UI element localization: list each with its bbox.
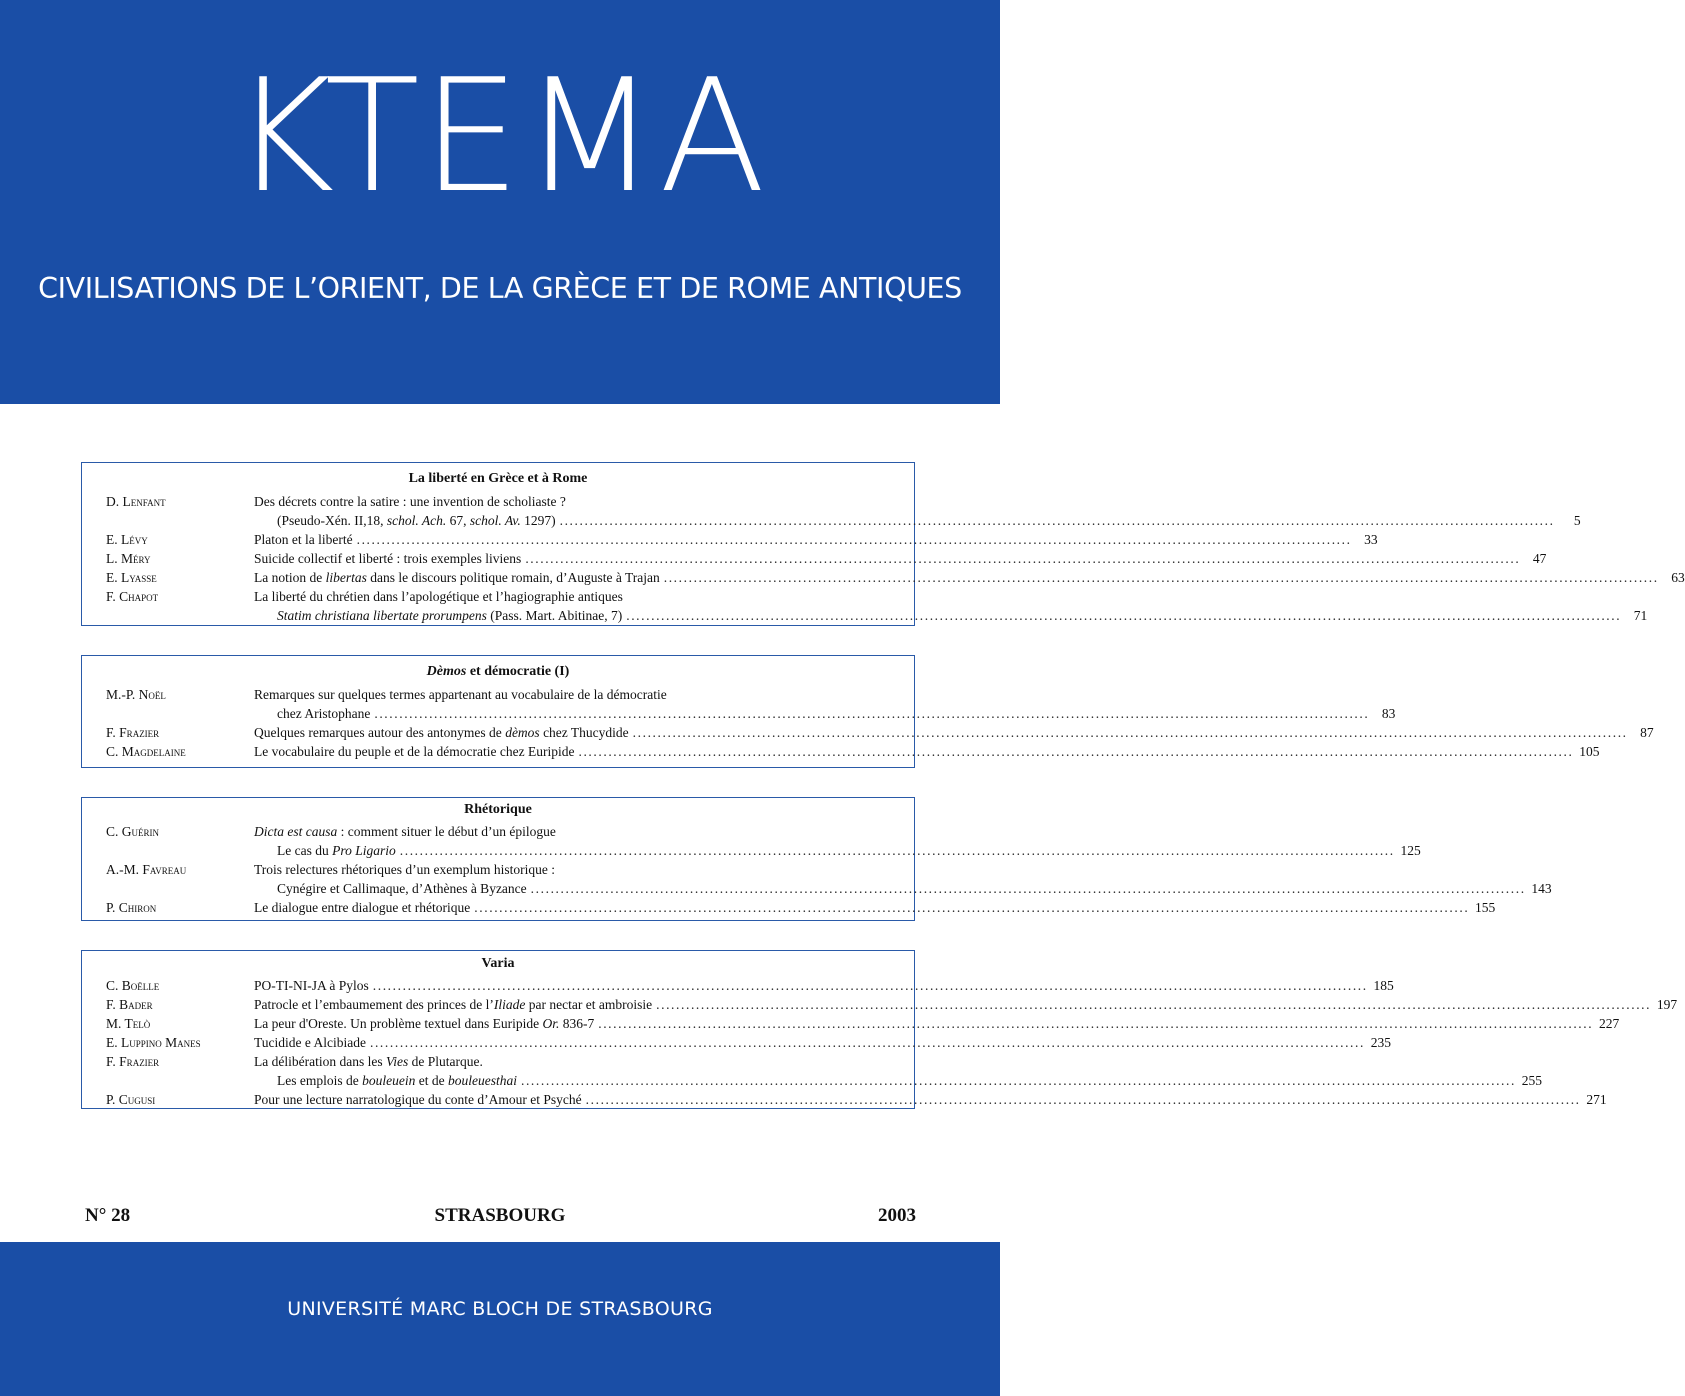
italic-text: dèmos (505, 725, 540, 740)
entry-title-line (254, 569, 1685, 587)
text-run: 1297) (520, 513, 556, 528)
entry-title-line (254, 531, 1378, 549)
italic-text: Dicta est causa (254, 824, 338, 839)
entry-title (254, 686, 667, 704)
italic-text: Statim christiana libertate prorumpens (277, 608, 487, 623)
entry-title-line (254, 823, 892, 841)
text-run: La liberté du chrétien dans l’apologétique et l’hagiographie antiques (254, 589, 623, 604)
entry-title (254, 550, 521, 568)
text-run: Des décrets contre la satire : une invention de scholiaste ? (254, 494, 566, 509)
text-run: Suicide collectif et liberté : trois exemples liviens (254, 551, 522, 566)
toc-entry (82, 550, 1547, 568)
entry-author: D. Lenfant (106, 494, 166, 509)
entry-title (254, 861, 555, 879)
text-run: Le vocabulaire du peuple et de la démocratie chez Euripide (254, 744, 575, 759)
entry-author: M.-P. Noël (106, 687, 166, 702)
entry-title (277, 512, 556, 530)
toc-entry (82, 1072, 1542, 1090)
publication-city: STRASBOURG (434, 1205, 566, 1226)
page-number: 33 (1364, 532, 1378, 547)
text-run: Rhétorique (464, 802, 532, 817)
italic-text: bouleuein (362, 1073, 416, 1088)
page-number: 125 (1400, 843, 1421, 858)
toc-entry (82, 899, 1496, 917)
entry-title (254, 1015, 594, 1033)
entry-title (254, 823, 556, 841)
entry-title (254, 531, 353, 549)
toc-entry (82, 493, 914, 511)
page-number: 143 (1531, 881, 1552, 896)
dot-leader: ........................................................................................................................................................................................................ (530, 881, 1526, 896)
entry-title (254, 996, 652, 1014)
page-number: 71 (1633, 608, 1648, 623)
text-run: Pour une lecture narratologique du conte d’Amour et Psyché (254, 1092, 582, 1107)
toc-entry (82, 607, 1648, 625)
entry-author: M. Telò (106, 1016, 151, 1031)
toc-entry (82, 880, 1552, 898)
entry-title (254, 743, 574, 761)
entry-title-line (254, 724, 1654, 742)
entry-author: E. Lyasse (106, 570, 157, 585)
italic-text: Vies (385, 1054, 409, 1069)
dot-leader: ........................................................................................................................................................................................................ (626, 608, 1622, 623)
text-run: La délibération dans les (254, 1054, 386, 1069)
text-run: 836-7 (559, 1016, 595, 1031)
text-run: Cynégire et Callimaque, d’Athènes à Byzance (277, 881, 527, 896)
dot-leader: ........................................................................................................................................................................................................ (632, 725, 1628, 740)
text-run: Remarques sur quelques termes appartenant au vocabulaire de la démocratie (254, 687, 667, 702)
entry-title (277, 842, 396, 860)
page-number: 235 (1370, 1035, 1391, 1050)
text-run: Varia (481, 956, 515, 971)
entry-title (254, 1034, 366, 1052)
section-title (82, 802, 914, 818)
italic-text: bouleuesthai (447, 1073, 517, 1088)
text-run: La notion de (254, 570, 326, 585)
entry-title (254, 1091, 582, 1109)
entry-author: C. Magdelaine (106, 744, 186, 759)
dot-leader: ........................................................................................................................................................................................................ (372, 978, 1368, 993)
text-run: dans le discours politique romain, d’Auguste à Trajan (366, 570, 660, 585)
section-title (82, 956, 914, 972)
text-run: chez Aristophane (277, 706, 371, 721)
publisher-name: UNIVERSITÉ MARC BLOCH DE STRASBOURG (287, 1298, 713, 1320)
entry-author: C. Boëlle (106, 978, 160, 993)
page-number: 255 (1521, 1073, 1542, 1088)
dot-leader: ........................................................................................................................................................................................................ (585, 1092, 1581, 1107)
entry-author: L. Méry (106, 551, 151, 566)
toc-section (81, 797, 1552, 921)
text-run: La liberté en Grèce et à Rome (408, 471, 588, 486)
toc-entry (82, 1034, 1391, 1052)
entry-title-line (277, 842, 1421, 860)
entry-title (277, 880, 527, 898)
entry-title-line (254, 743, 1600, 761)
text-run: Quelques remarques autour des antonymes de (254, 725, 506, 740)
entry-title (254, 588, 623, 606)
toc-entry (82, 1015, 1620, 1033)
page-number: 5 (1573, 513, 1581, 528)
toc-section (81, 655, 1654, 768)
entry-author: F. Frazier (106, 725, 160, 740)
entry-title (254, 724, 629, 742)
text-run: Trois relectures rhétoriques d’un exemplum historique : (254, 862, 555, 877)
entry-author: P. Cugusi (106, 1092, 156, 1107)
dot-leader: ........................................................................................................................................................................................................ (356, 532, 1352, 547)
dot-leader: ........................................................................................................................................................................................................ (598, 1016, 1594, 1031)
toc-entry (82, 861, 914, 879)
text-run: Tucidide e Alcibiade (254, 1035, 366, 1050)
entry-title (254, 1053, 483, 1071)
toc-entry (82, 977, 1394, 995)
toc-entry (82, 512, 1581, 530)
italic-text: Pro Ligario (332, 843, 396, 858)
entry-author: F. Chapot (106, 589, 159, 604)
entry-title (277, 1072, 517, 1090)
toc-entry (82, 823, 914, 841)
text-run: (Pseudo-Xén. II,18, (277, 513, 387, 528)
page-number: 87 (1640, 725, 1654, 740)
toc-entry (82, 705, 1396, 723)
page-number: 83 (1381, 706, 1396, 721)
toc-entry (82, 531, 1378, 549)
text-run: : comment situer le début d’un épilogue (337, 824, 556, 839)
page-number: 63 (1671, 570, 1685, 585)
toc-entry (82, 1091, 1607, 1109)
entry-title-line (254, 550, 1547, 568)
dot-leader: ........................................................................................................................................................................................................ (369, 1035, 1365, 1050)
entry-title-line (254, 1053, 892, 1071)
entry-title-line (254, 996, 1678, 1014)
text-run: de Plutarque. (408, 1054, 483, 1069)
entry-title-line (277, 880, 1552, 898)
entry-title (254, 569, 660, 587)
text-run: et démocratie (I) (466, 664, 570, 679)
page-number: 185 (1373, 978, 1394, 993)
entry-author: E. Luppino Manes (106, 1035, 201, 1050)
text-run: (Pass. Mart. Abitinae, 7) (486, 608, 623, 623)
entry-title (277, 705, 370, 723)
toc-entry (82, 842, 1421, 860)
entry-title (254, 493, 566, 511)
journal-subtitle: CIVILISATIONS DE L’ORIENT, DE LA GRÈCE ET DE ROME ANTIQUES (38, 272, 962, 305)
journal-title: KTEMA (232, 45, 768, 227)
entry-title (254, 899, 470, 917)
toc-section (81, 462, 1685, 626)
page-number: 227 (1598, 1016, 1620, 1031)
toc-entry (82, 724, 1654, 742)
toc-entry (82, 588, 914, 606)
dot-leader: ........................................................................................................................................................................................................ (474, 900, 1470, 915)
page-number: 155 (1475, 900, 1496, 915)
entry-title-line (254, 977, 1394, 995)
page-number: 47 (1532, 551, 1547, 566)
text-run: Le cas du (277, 843, 333, 858)
dot-leader: ........................................................................................................................................................................................................ (578, 744, 1574, 759)
text-run: chez Thucydide (539, 725, 629, 740)
dot-leader: ........................................................................................................................................................................................................ (559, 513, 1555, 528)
toc-entry (82, 686, 914, 704)
entry-title-line (254, 1015, 1620, 1033)
publication-year: 2003 (878, 1205, 916, 1226)
italic-text: Iliade (493, 997, 526, 1012)
toc-section (81, 950, 1678, 1109)
entry-author: F. Frazier (106, 1054, 160, 1069)
entry-title-line (277, 705, 1396, 723)
italic-text: schol. Av. (469, 513, 521, 528)
text-run: Le dialogue entre dialogue et rhétorique (254, 900, 471, 915)
entry-title-line (254, 1034, 1391, 1052)
entry-title-line (254, 1091, 1607, 1109)
entry-title-line (254, 493, 892, 511)
entry-title-line (277, 607, 1648, 625)
text-run: La peur d'Oreste. Un problème textuel dans Euripide (254, 1016, 543, 1031)
entry-title-line (254, 899, 1496, 917)
dot-leader: ........................................................................................................................................................................................................ (525, 551, 1521, 566)
text-run: Platon et la liberté (254, 532, 353, 547)
entry-author: F. Bader (106, 997, 153, 1012)
entry-title-line (254, 861, 892, 879)
italic-text: libertas (325, 570, 367, 585)
text-run: 67, (446, 513, 470, 528)
entry-title (254, 977, 369, 995)
entry-title (277, 607, 622, 625)
entry-author: P. Chiron (106, 900, 157, 915)
toc-entry (82, 743, 1600, 761)
text-run: PO-TI-NI-JA à Pylos (254, 978, 369, 993)
entry-title-line (277, 1072, 1542, 1090)
entry-author: C. Guérin (106, 824, 160, 839)
text-run: et de (415, 1073, 448, 1088)
entry-title-line (277, 512, 1581, 530)
dot-leader: ........................................................................................................................................................................................................ (663, 570, 1659, 585)
entry-title-line (254, 686, 892, 704)
italic-text: Or. (542, 1016, 560, 1031)
section-title (82, 471, 914, 487)
dot-leader: ........................................................................................................................................................................................................ (374, 706, 1370, 721)
page-number: 197 (1656, 997, 1678, 1012)
text-run: Les emplois de (277, 1073, 363, 1088)
italic-text: Dèmos (426, 664, 467, 679)
page-number: 105 (1579, 744, 1600, 759)
page-number: 271 (1586, 1092, 1607, 1107)
toc-entry (82, 996, 1678, 1014)
entry-title-line (254, 588, 892, 606)
italic-text: schol. Ach. (386, 513, 447, 528)
entry-author: E. Lévy (106, 532, 148, 547)
toc-entry (82, 569, 1685, 587)
toc-entry (82, 1053, 914, 1071)
text-run: Patrocle et l’embaumement des princes de l’ (254, 997, 494, 1012)
issue-number: N° 28 (85, 1205, 131, 1226)
dot-leader: ........................................................................................................................................................................................................ (399, 843, 1395, 858)
text-run: par nectar et ambroisie (525, 997, 653, 1012)
dot-leader: ........................................................................................................................................................................................................ (656, 997, 1652, 1012)
section-title (82, 664, 914, 680)
entry-author: A.-M. Favreau (106, 862, 187, 877)
dot-leader: ........................................................................................................................................................................................................ (520, 1073, 1516, 1088)
